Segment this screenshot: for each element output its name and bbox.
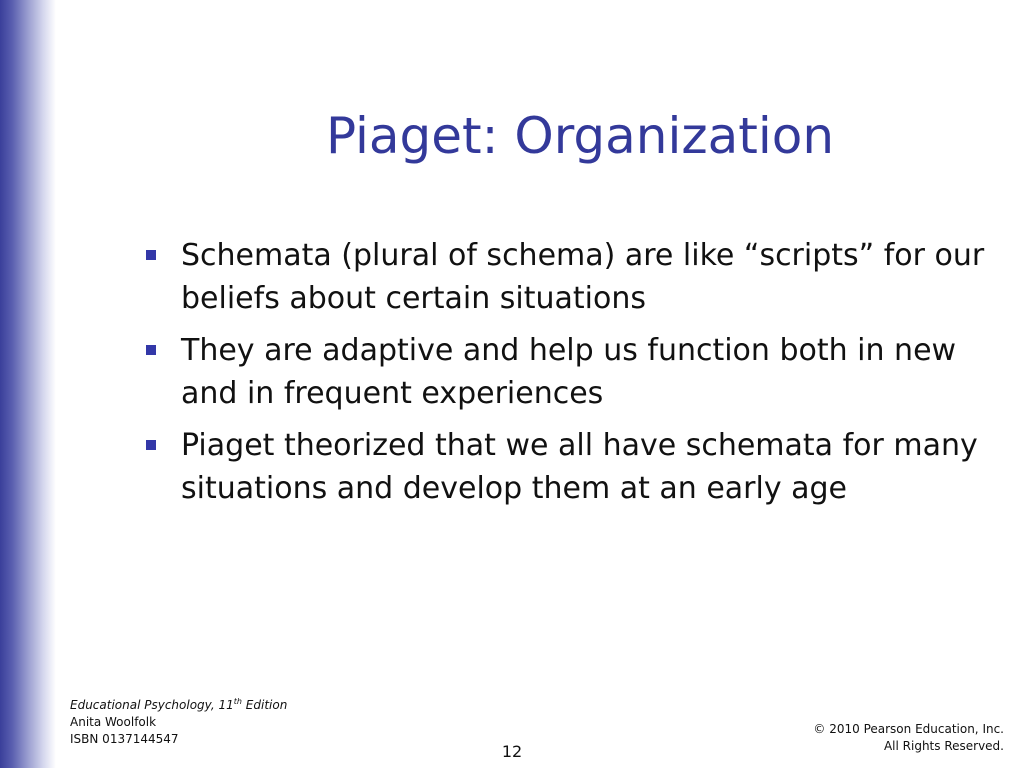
- slide-title: Piaget: Organization: [325, 107, 835, 165]
- side-gradient-band: [0, 0, 56, 768]
- bullet-item: [144, 234, 1004, 320]
- footer-book-info: [70, 697, 287, 748]
- edition-superscript: th: [233, 697, 242, 706]
- footer-isbn: ISBN 0137144547: [70, 732, 179, 746]
- bullet-text: Piaget theorized that we all have schemata for many situations and develop them at an early age: [181, 428, 978, 506]
- bullet-item: [144, 424, 1004, 510]
- footer-book-title: [70, 697, 287, 714]
- page-number: 12: [501, 742, 523, 761]
- square-bullet-icon: [146, 250, 156, 260]
- footer-author: Anita Woolfolk: [70, 715, 157, 729]
- bullet-text: They are adaptive and help us function both in new and in frequent experiences: [181, 333, 957, 411]
- footer-copyright: [813, 721, 1004, 755]
- square-bullet-icon: [146, 440, 156, 450]
- bullet-list: [144, 234, 1004, 519]
- book-title-text: Educational Psychology, 11: [70, 698, 234, 712]
- copyright-text: © 2010 Pearson Education, Inc.: [813, 722, 1004, 736]
- edition-suffix: Edition: [241, 698, 288, 712]
- square-bullet-icon: [146, 345, 156, 355]
- bullet-text: Schemata (plural of schema) are like “scripts” for our beliefs about certain situations: [181, 238, 985, 316]
- rights-text: All Rights Reserved.: [883, 739, 1004, 753]
- bullet-item: [144, 329, 1004, 415]
